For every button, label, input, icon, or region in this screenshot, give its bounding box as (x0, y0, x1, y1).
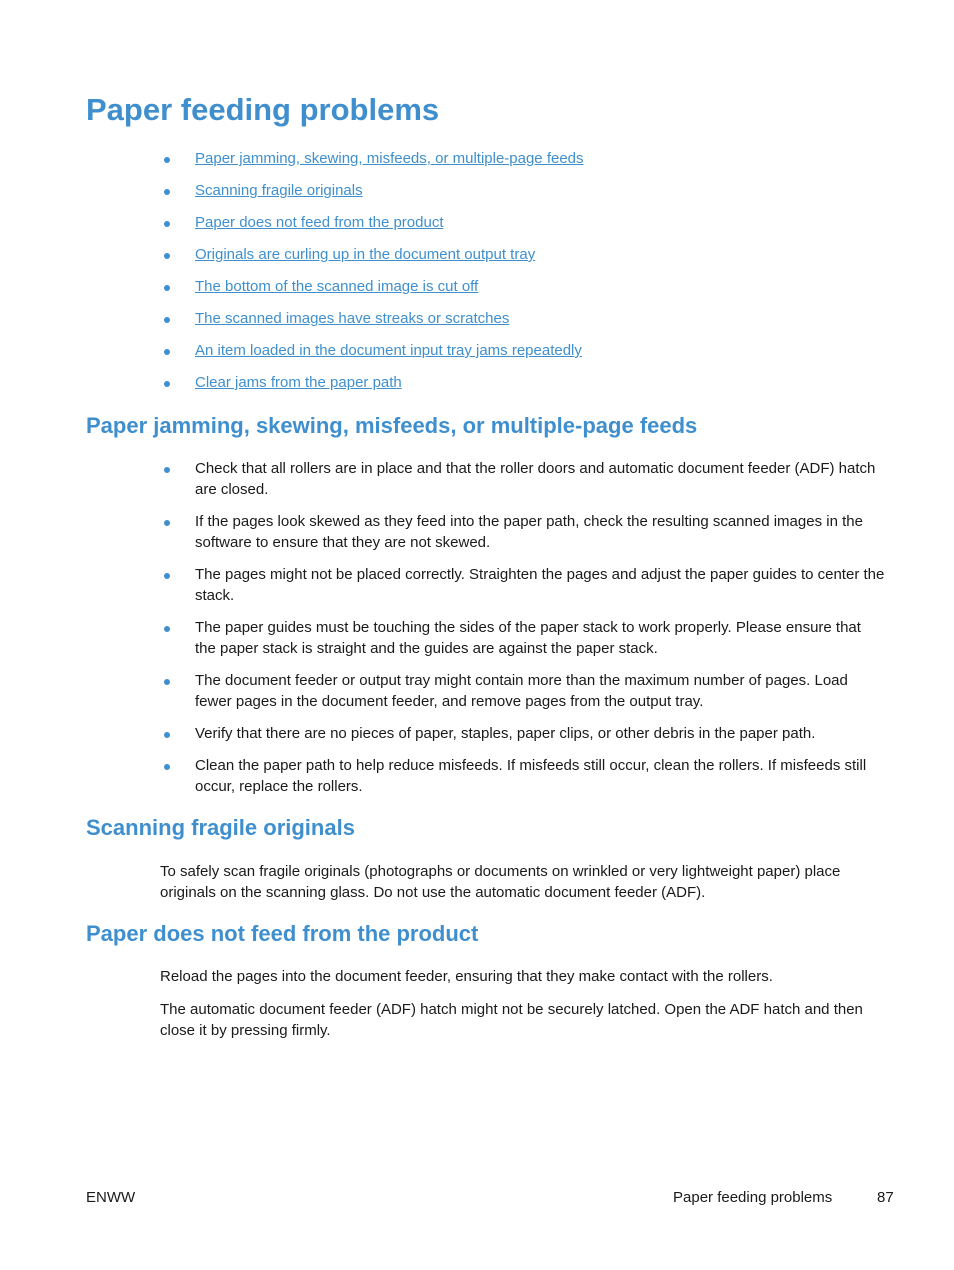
list-item-text: Verify that there are no pieces of paper, staples, paper clips, or other debris in the paper path. (195, 725, 816, 742)
list-item-text: Check that all rollers are in place and that the roller doors and automatic document feeder (ADF) hatch are closed. (195, 460, 876, 498)
bullet-icon (164, 520, 170, 526)
bullet-icon (164, 764, 170, 770)
bullet-icon (164, 573, 170, 579)
toc-link-paper-jamming[interactable]: Paper jamming, skewing, misfeeds, or multiple-page feeds (195, 150, 584, 167)
bullet-icon (164, 679, 170, 685)
toc-link-paper-not-feed[interactable]: Paper does not feed from the product (195, 214, 444, 231)
heading-paper-jamming: Paper jamming, skewing, misfeeds, or multiple-page feeds (86, 413, 698, 438)
nofeed-paragraph-2: The automatic document feeder (ADF) hatch might not be securely latched. Open the ADF hatch and then close it by pressing firmly. (160, 1001, 863, 1039)
bullet-icon (164, 317, 170, 323)
toc-link-item-jams[interactable]: An item loaded in the document input tray jams repeatedly (195, 342, 582, 359)
footer-page-number: 87 (877, 1189, 894, 1206)
bullet-icon (164, 467, 170, 473)
toc-link-scanning-fragile[interactable]: Scanning fragile originals (195, 182, 363, 199)
heading-paper-not-feed: Paper does not feed from the product (86, 921, 479, 946)
bullet-icon (164, 189, 170, 195)
toc-link-streaks-scratches[interactable]: The scanned images have streaks or scratches (195, 310, 510, 327)
footer-section-title: Paper feeding problems (673, 1189, 833, 1206)
bullet-icon (164, 221, 170, 227)
fragile-paragraph: To safely scan fragile originals (photographs or documents on wrinkled or very lightweight paper) place originals on the scanning glass. Do not use the automatic document feeder (ADF). (160, 863, 841, 901)
heading-scanning-fragile: Scanning fragile originals (86, 815, 355, 840)
bullet-icon (164, 349, 170, 355)
bullet-icon (164, 157, 170, 163)
page-title: Paper feeding problems (86, 92, 440, 127)
bullet-icon (164, 253, 170, 259)
toc-link-originals-curling[interactable]: Originals are curling up in the document output tray (195, 246, 536, 263)
bullet-icon (164, 285, 170, 291)
bullet-icon (164, 626, 170, 632)
toc-link-clear-jams[interactable]: Clear jams from the paper path (195, 374, 402, 391)
toc-link-bottom-cut-off[interactable]: The bottom of the scanned image is cut off (195, 278, 479, 295)
list-item-text: If the pages look skewed as they feed into the paper path, check the resulting scanned images in the software to ensure that they are not skewed. (195, 513, 863, 551)
list-item-text: The document feeder or output tray might contain more than the maximum number of pages. Load fewer pages in the document feeder, and remove pages from the output tray. (195, 672, 848, 710)
list-item-text: Clean the paper path to help reduce misfeeds. If misfeeds still occur, clean the rollers. If misfeeds still occur, replace the rollers. (195, 757, 867, 795)
bullet-icon (164, 381, 170, 387)
bullet-icon (164, 732, 170, 738)
nofeed-paragraph-1: Reload the pages into the document feeder, ensuring that they make contact with the rollers. (160, 968, 773, 985)
list-item-text: The pages might not be placed correctly. Straighten the pages and adjust the paper guides to center the stack. (195, 566, 885, 604)
footer-left: ENWW (86, 1189, 136, 1206)
list-item-text: The paper guides must be touching the sides of the paper stack to work properly. Please ensure that the paper stack is straight and the guides are against the paper stack. (195, 619, 861, 657)
